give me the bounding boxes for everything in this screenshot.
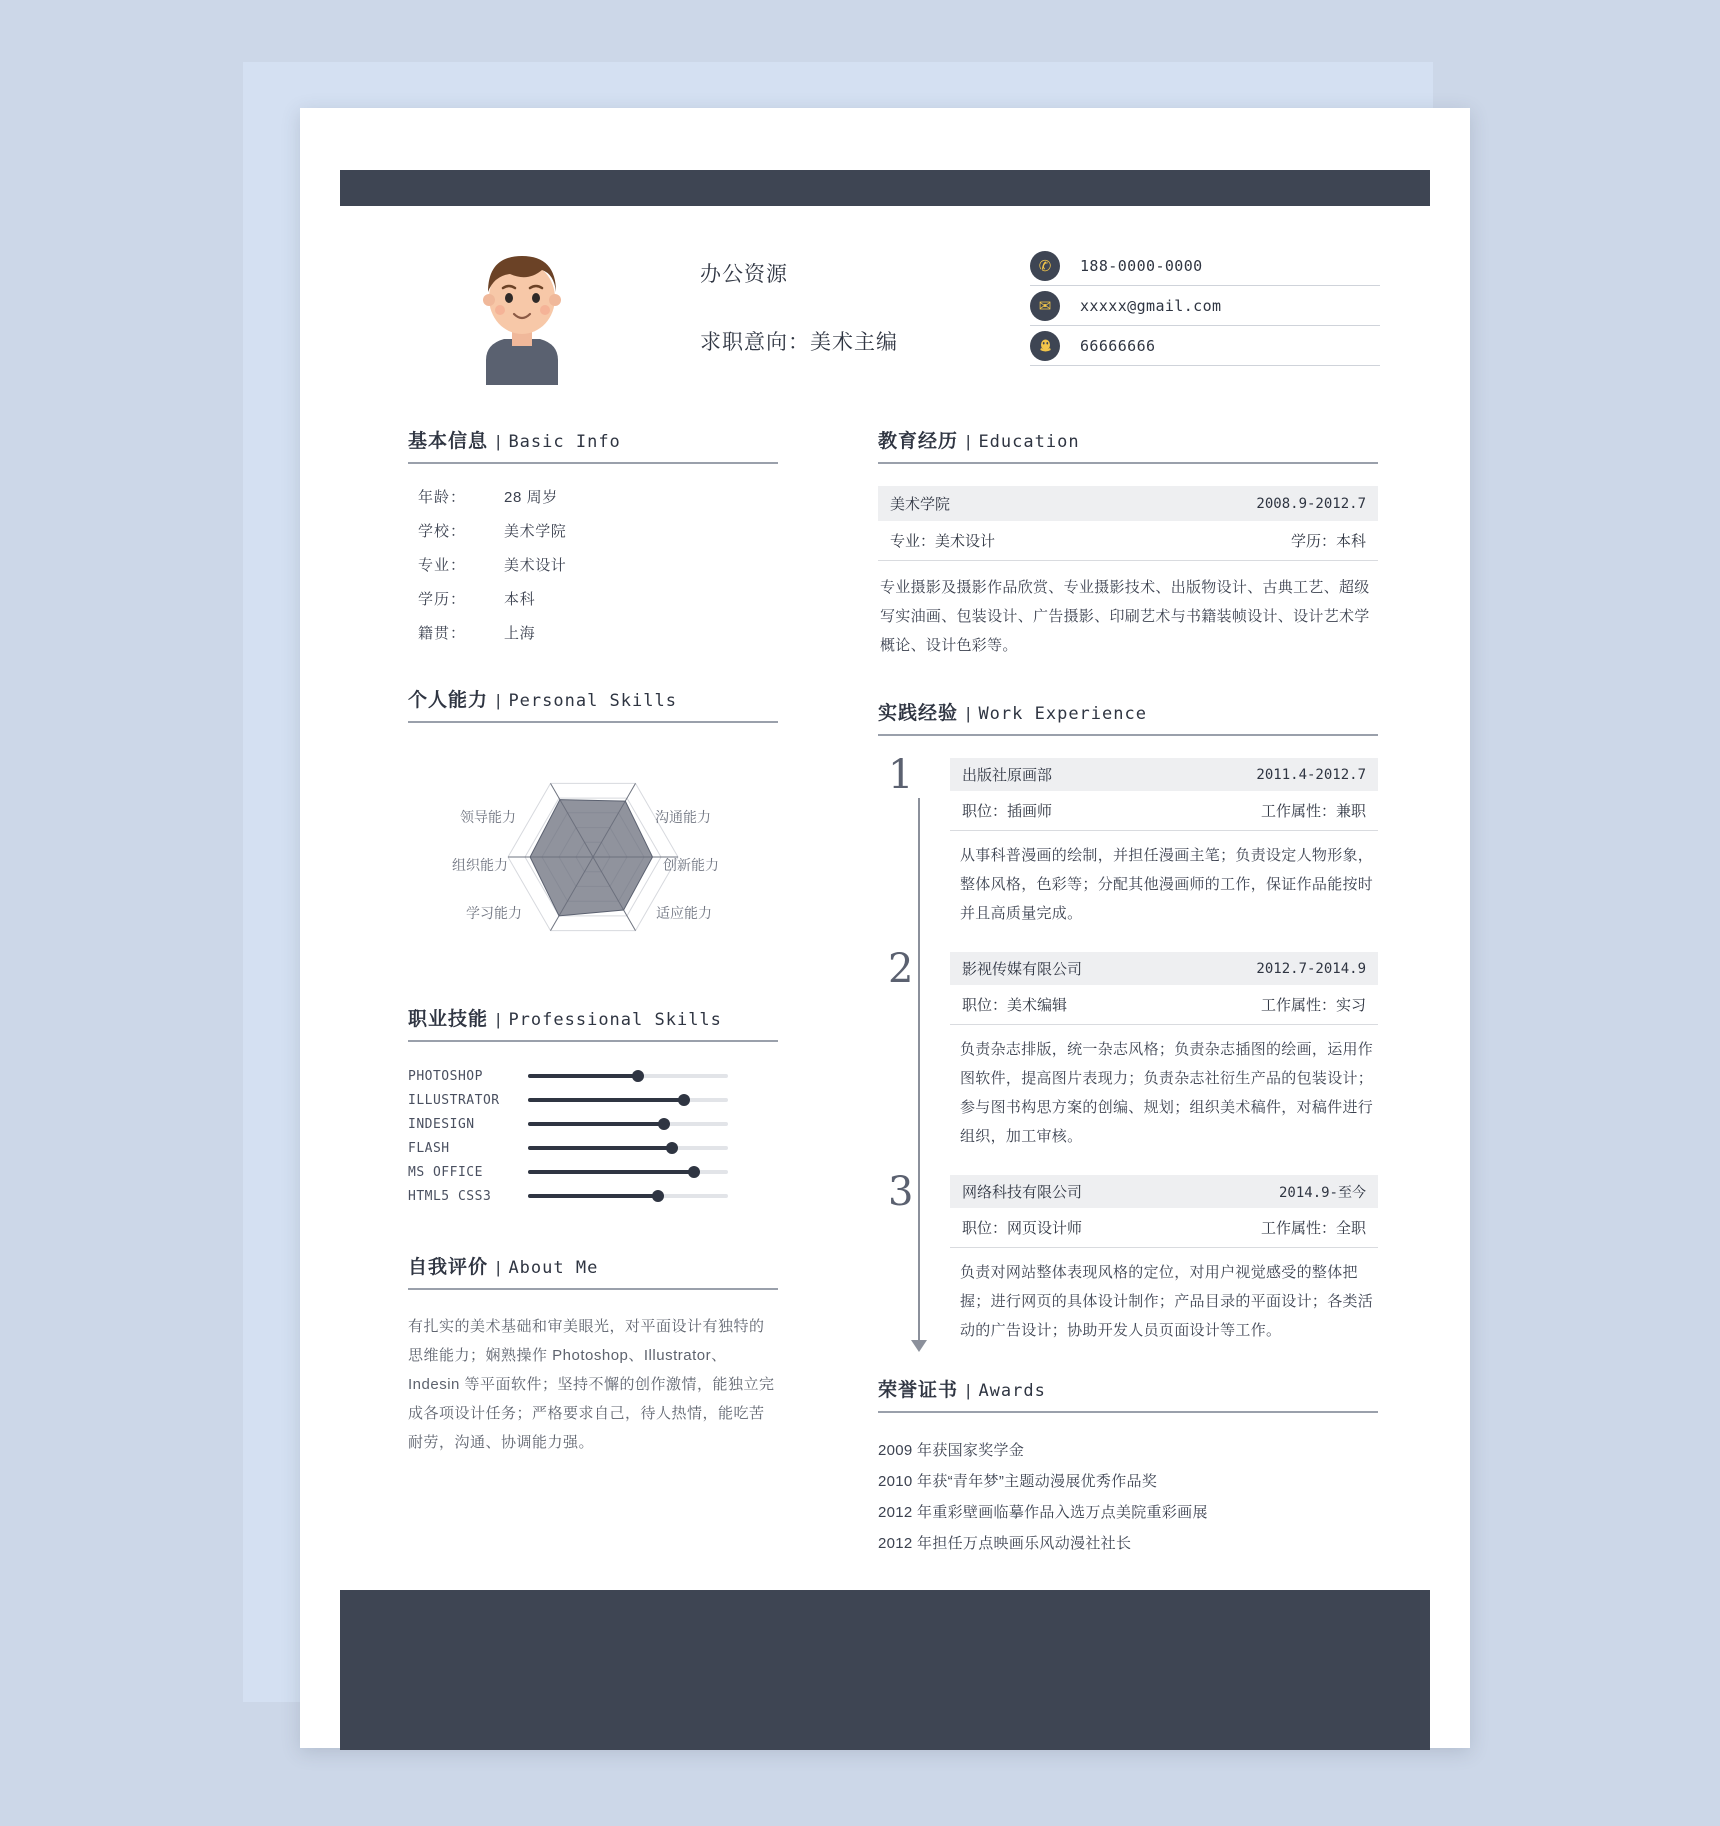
skill-row [408,1136,778,1160]
education-degree: 学历：本科 [1290,533,1366,550]
skill-name: INDESIGN [408,1116,475,1132]
section-title-cn: 自我评价 [408,1257,489,1278]
work-description: 负责对网站整体表现风格的定位，对用户视觉感受的整体把握；进行网页的具体设计制作；产品目录的平面设计；各类活动的广告设计；协助开发人员页面设计等工作。 [960,1264,1374,1339]
work-company: 影视传媒有限公司 [962,961,1083,978]
section-title-en: Personal Skills [508,691,677,711]
section-title-basic-info: 基本信息 | Basic Info [408,426,778,464]
education-subheader [878,521,1378,561]
section-title-awards: 荣誉证书 | Awards [878,1375,1378,1413]
skill-track [528,1146,728,1150]
section-title-about-me: 自我评价 | About Me [408,1252,778,1290]
email-value: xxxxx@gmail.com [1080,296,1222,315]
work-header [950,952,1378,985]
skill-knob [688,1166,700,1178]
work-item [878,1169,1378,1345]
radar-label-3: 学习能力 [466,905,522,921]
skill-fill [528,1098,684,1102]
work-position: 职位：网页设计师 [962,1220,1083,1237]
work-position: 职位：美术编辑 [962,997,1068,1014]
award-item: 2012 年担任万点映画乐风动漫社社长 [878,1535,1132,1552]
skill-knob [632,1070,644,1082]
skill-fill [528,1122,664,1126]
info-value: 美术设计 [504,557,567,574]
work-type: 工作属性：全职 [1260,1220,1366,1237]
section-title-cn: 基本信息 [408,431,489,452]
info-label: 学校： [418,523,467,540]
work-header [950,1175,1378,1208]
contact-row-qq [1030,326,1380,366]
education-description: 专业摄影及摄影作品欣赏、专业摄影技术、出版物设计、古典工艺、超级写实油画、包装设计、广告摄影、印刷艺术与书籍装帧设计、设计艺术学概论、设计色彩等。 [880,579,1370,654]
info-label: 年龄： [418,489,467,506]
section-title-en: Professional Skills [508,1010,722,1030]
top-decorative-bar [340,170,1430,206]
skill-name: ILLUSTRATOR [408,1092,500,1108]
work-list [878,752,1378,1345]
skill-row [408,1088,778,1112]
work-subheader [950,1208,1378,1248]
contact-list [1030,246,1380,366]
skill-row [408,1112,778,1136]
radar-label-1: 创新能力 [663,857,719,873]
resume-header [340,230,1430,410]
work-period: 2012.7-2014.9 [1256,960,1366,977]
skill-track [528,1098,728,1102]
info-value: 28 周岁 [504,489,558,506]
resume-page [300,108,1470,1748]
section-title-cn: 实践经验 [878,703,959,724]
work-subheader [950,791,1378,831]
radar-label-2: 适应能力 [656,905,712,921]
info-value: 本科 [504,591,536,608]
work-index: 3 [888,1169,914,1215]
skill-name: MS OFFICE [408,1164,483,1180]
skill-name: PHOTOSHOP [408,1068,483,1084]
skill-name: HTML5 CSS3 [408,1188,492,1204]
skill-fill [528,1074,638,1078]
phone-icon: ✆ [1030,251,1060,281]
about-me-text: 有扎实的美术基础和审美眼光，对平面设计有独特的思维能力；娴熟操作 Photoshop、Illustrator、Indesin 等平面软件；坚持不懈的创作激情，能独立完成各项设计任务；严格要求自己，待人热情，能吃苦耐劳，沟通、协调能力强。 [408,1318,775,1451]
info-label: 专业： [418,557,467,574]
section-title-en: Work Experience [978,704,1147,724]
info-value: 美术学院 [504,523,567,540]
award-item: 2009 年获国家奖学金 [878,1442,1025,1459]
info-row-degree [418,588,778,609]
bottom-decorative-bar [340,1590,1430,1750]
email-icon: ✉ [1030,291,1060,321]
skill-fill [528,1170,694,1174]
section-title-en: About Me [508,1258,599,1278]
work-company: 网络科技有限公司 [962,1184,1083,1201]
work-company: 出版社原画部 [962,767,1053,784]
section-title-education: 教育经历 | Education [878,426,1378,464]
section-title-en: Awards [978,1381,1046,1401]
education-major: 专业：美术设计 [890,533,996,550]
info-label: 籍贯： [418,625,467,642]
info-row-age [418,486,778,507]
award-item: 2010 年获“青年梦”主题动漫展优秀作品奖 [878,1473,1158,1490]
work-position: 职位：插画师 [962,803,1053,820]
section-title-cn: 荣誉证书 [878,1380,959,1401]
radar-label-4: 组织能力 [452,857,508,873]
avatar [458,240,586,385]
contact-row-email [1030,286,1380,326]
section-title-cn: 职业技能 [408,1009,489,1030]
work-period: 2014.9-至今 [1278,1184,1366,1201]
phone-value: 188-0000-0000 [1080,256,1203,275]
awards-list [878,1435,1378,1559]
skill-track [528,1122,728,1126]
award-item: 2012 年重彩壁画临摹作品入选万点美院重彩画展 [878,1504,1208,1521]
skill-knob [678,1094,690,1106]
work-description: 负责杂志排版，统一杂志风格；负责杂志插图的绘画，运用作图软件，提高图片表现力；负责杂志社衍生产品的包装设计；参与图书构思方案的创编、规划；组织美术稿件，对稿件进行组织，加工审核。 [960,1041,1374,1145]
skill-fill [528,1194,658,1198]
work-item [878,946,1378,1151]
skill-knob [666,1142,678,1154]
info-row-major [418,554,778,575]
right-column [878,426,1378,1559]
job-intent: 求职意向：美术主编 [700,331,898,354]
name-block [700,258,898,356]
info-value: 上海 [504,625,536,642]
skill-track [528,1074,728,1078]
skill-row [408,1160,778,1184]
left-column [408,426,778,1457]
work-type: 工作属性：兼职 [1260,803,1366,820]
section-title-en: Education [978,432,1080,452]
section-title-professional-skills: 职业技能 | Professional Skills [408,1004,778,1042]
work-index: 1 [888,752,914,798]
skill-row [408,1064,778,1088]
skill-knob [658,1118,670,1130]
radar-label-5: 领导能力 [460,809,516,825]
work-period: 2011.4-2012.7 [1256,766,1366,783]
qq-icon [1030,331,1060,361]
skill-bar-list [408,1064,778,1208]
skill-name: FLASH [408,1140,450,1156]
skill-track [528,1170,728,1174]
qq-value: 66666666 [1080,336,1156,355]
info-label: 学历： [418,591,467,608]
skill-row [408,1184,778,1208]
section-title-cn: 个人能力 [408,690,489,711]
basic-info-list [418,486,778,643]
work-index: 2 [888,946,914,992]
radar-label-0: 沟通能力 [655,809,711,825]
contact-row-phone [1030,246,1380,286]
info-row-hometown [418,622,778,643]
work-subheader [950,985,1378,1025]
section-title-personal-skills: 个人能力 | Personal Skills [408,685,778,723]
education-period: 2008.9-2012.7 [1256,495,1366,512]
skill-knob [652,1190,664,1202]
education-school: 美术学院 [890,496,951,513]
work-type: 工作属性：实习 [1260,997,1366,1014]
work-item [878,752,1378,928]
work-header [950,758,1378,791]
section-title-en: Basic Info [508,432,621,452]
section-title-work: 实践经验 | Work Experience [878,698,1378,736]
work-description: 从事科普漫画的绘制，并担任漫画主笔；负责设定人物形象，整体风格，色彩等；分配其他漫画师的工作，保证作品能按时并且高质量完成。 [960,847,1374,922]
skill-fill [528,1146,672,1150]
radar-chart [408,745,778,970]
section-title-cn: 教育经历 [878,431,959,452]
info-row-school [418,520,778,541]
candidate-name: 办公资源 [700,263,788,286]
education-header [878,486,1378,521]
skill-track [528,1194,728,1198]
